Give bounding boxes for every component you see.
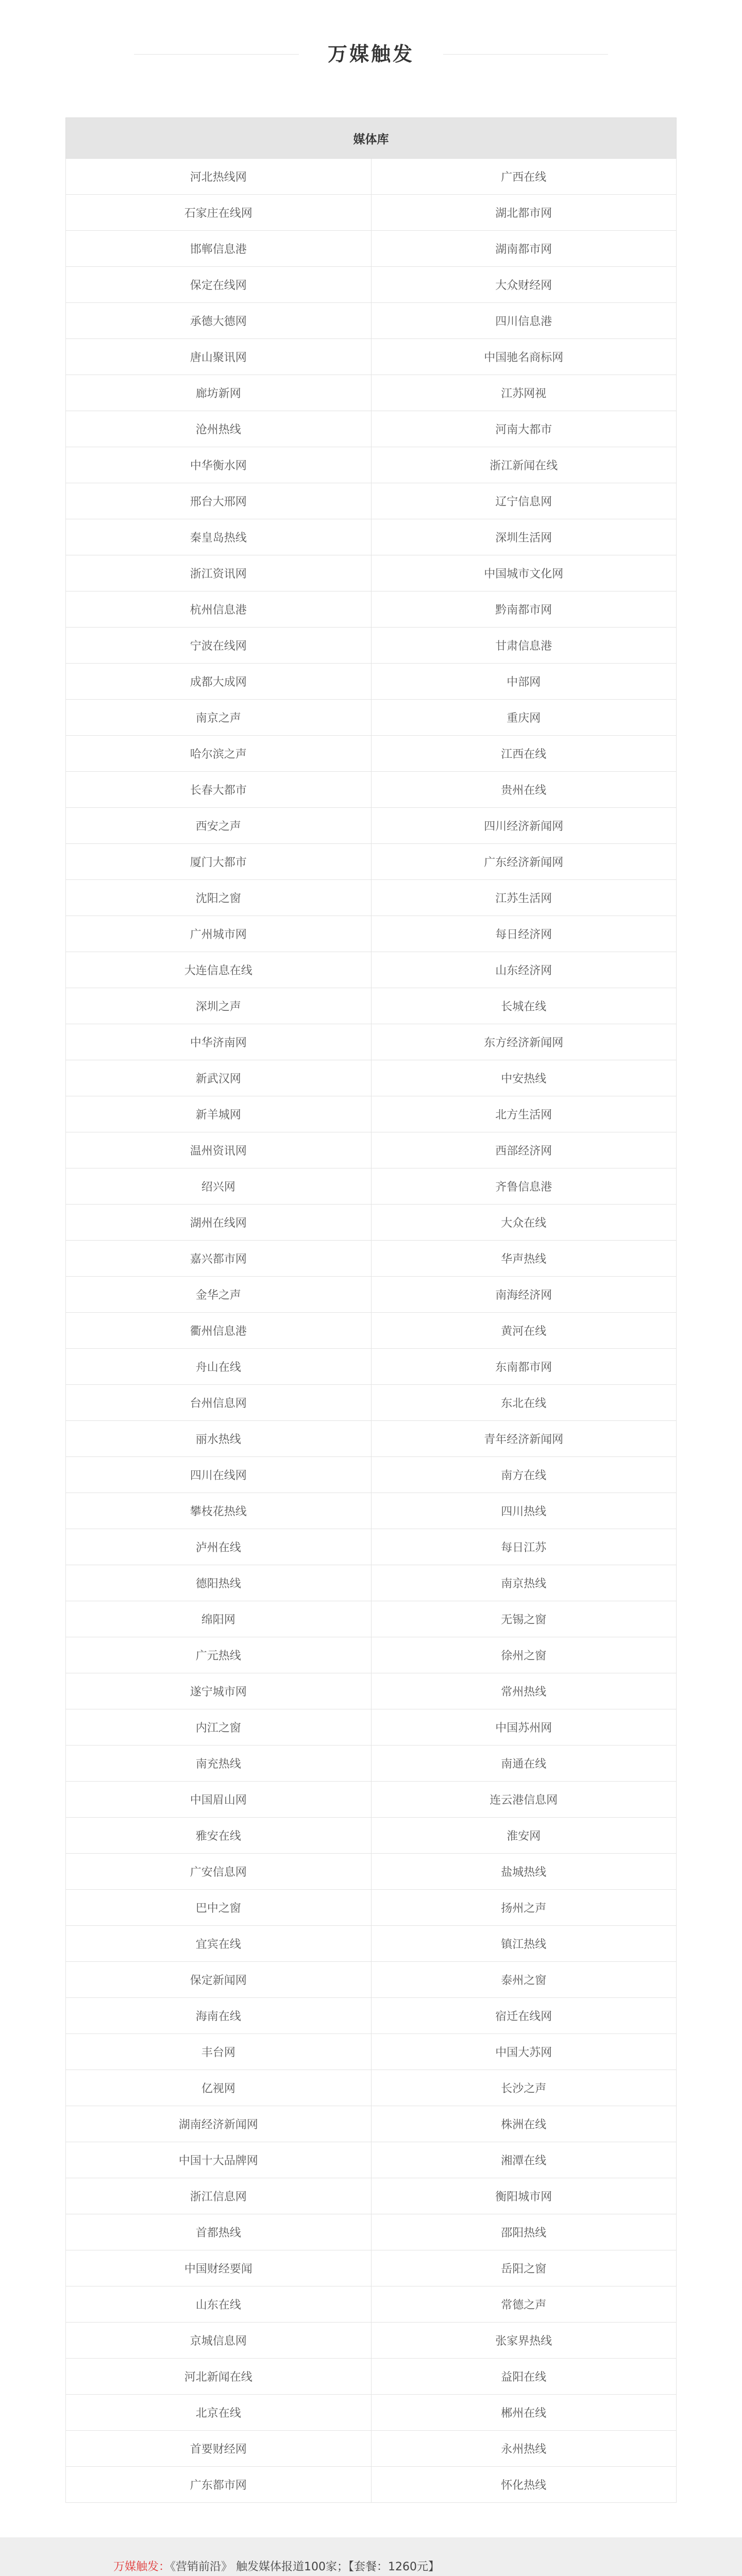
- media-name-right: 齐鲁信息港: [371, 1168, 677, 1205]
- media-name-right: 西部经济网: [371, 1132, 677, 1168]
- media-name-left: 石家庄在线网: [66, 195, 372, 231]
- table-row: [66, 2431, 677, 2467]
- table-row: [66, 1457, 677, 1493]
- media-name-left: 中华济南网: [66, 1024, 372, 1060]
- media-name-right: 中国苏州网: [371, 1709, 677, 1745]
- media-name-left: 广元热线: [66, 1637, 372, 1673]
- media-name-left: 河北热线网: [66, 159, 372, 195]
- media-name-right: 中国驰名商标网: [371, 339, 677, 375]
- media-name-left: 中国眉山网: [66, 1782, 372, 1818]
- media-name-left: 金华之声: [66, 1277, 372, 1313]
- media-name-right: 南方在线: [371, 1457, 677, 1493]
- media-name-left: 长春大都市: [66, 772, 372, 808]
- table-row: [66, 375, 677, 411]
- media-name-right: 盐城热线: [371, 1854, 677, 1890]
- media-name-left: 新羊城网: [66, 1096, 372, 1132]
- media-name-left: 广州城市网: [66, 916, 372, 952]
- table-row: [66, 159, 677, 195]
- media-name-left: 唐山聚讯网: [66, 339, 372, 375]
- media-name-left: 保定新闻网: [66, 1962, 372, 1998]
- media-name-left: 大连信息在线: [66, 952, 372, 988]
- table-row: [66, 844, 677, 880]
- media-name-right: 怀化热线: [371, 2467, 677, 2503]
- table-row: [66, 700, 677, 736]
- media-name-right: 青年经济新闻网: [371, 1421, 677, 1457]
- media-name-right: 长城在线: [371, 988, 677, 1024]
- media-name-left: 浙江信息网: [66, 2178, 372, 2214]
- table-row: [66, 1241, 677, 1277]
- media-name-left: 北京在线: [66, 2395, 372, 2431]
- table-row: [66, 628, 677, 664]
- media-name-right: 大众在线: [371, 1205, 677, 1241]
- media-name-left: 河北新闻在线: [66, 2359, 372, 2395]
- media-name-left: 山东在线: [66, 2286, 372, 2323]
- media-name-left: 台州信息网: [66, 1385, 372, 1421]
- table-row: [66, 1060, 677, 1096]
- media-name-left: 内江之窗: [66, 1709, 372, 1745]
- media-name-left: 邢台大邢网: [66, 483, 372, 519]
- media-name-left: 遂宁城市网: [66, 1673, 372, 1709]
- media-name-right: 四川经济新闻网: [371, 808, 677, 844]
- media-name-right: 永州热线: [371, 2431, 677, 2467]
- table-row: [66, 1168, 677, 1205]
- media-name-left: 绵阳网: [66, 1601, 372, 1637]
- media-name-left: 秦皇岛热线: [66, 519, 372, 555]
- media-section-heading: 万媒触发: [327, 42, 414, 65]
- media-name-left: 京城信息网: [66, 2323, 372, 2359]
- media-name-left: 嘉兴都市网: [66, 1241, 372, 1277]
- media-name-right: 长沙之声: [371, 2070, 677, 2106]
- title-divider-right: [443, 54, 608, 55]
- media-name-left: 邯郸信息港: [66, 231, 372, 267]
- media-name-right: 江苏网视: [371, 375, 677, 411]
- media-name-left: 首要财经网: [66, 2431, 372, 2467]
- media-name-left: 泸州在线: [66, 1529, 372, 1565]
- note-line-package: [113, 2558, 440, 2574]
- media-name-right: 淮安网: [371, 1818, 677, 1854]
- media-name-right: 四川信息港: [371, 303, 677, 339]
- table-row: [66, 2250, 677, 2286]
- table-row: [66, 231, 677, 267]
- media-name-left: 深圳之声: [66, 988, 372, 1024]
- note-package-text: 《营销前沿》 触发媒体报道100家；【套餐：1260元】: [170, 2561, 440, 2573]
- media-name-left: 杭州信息港: [66, 591, 372, 628]
- table-row: [66, 447, 677, 483]
- table-row: [66, 808, 677, 844]
- media-name-right: 中部网: [371, 664, 677, 700]
- table-row: [66, 1818, 677, 1854]
- media-name-right: 邵阳热线: [371, 2214, 677, 2250]
- media-name-right: 山东经济网: [371, 952, 677, 988]
- table-row: [66, 1385, 677, 1421]
- table-row: [66, 2034, 677, 2070]
- table-row: [66, 1782, 677, 1818]
- media-name-left: 广东都市网: [66, 2467, 372, 2503]
- table-row: [66, 952, 677, 988]
- media-name-right: 每日经济网: [371, 916, 677, 952]
- media-name-left: 南京之声: [66, 700, 372, 736]
- media-name-right: 常德之声: [371, 2286, 677, 2323]
- table-row: [66, 2467, 677, 2503]
- media-name-left: 四川在线网: [66, 1457, 372, 1493]
- table-row: [66, 1277, 677, 1313]
- table-row: [66, 1998, 677, 2034]
- media-name-left: 成都大成网: [66, 664, 372, 700]
- media-name-left: 丽水热线: [66, 1421, 372, 1457]
- table-row: [66, 2178, 677, 2214]
- table-row: [66, 195, 677, 231]
- media-name-right: 无锡之窗: [371, 1601, 677, 1637]
- media-name-right: 湘潭在线: [371, 2142, 677, 2178]
- media-name-right: 宿迁在线网: [371, 1998, 677, 2034]
- media-name-right: 东南都市网: [371, 1349, 677, 1385]
- media-name-right: 东北在线: [371, 1385, 677, 1421]
- media-name-left: 海南在线: [66, 1998, 372, 2034]
- table-row: [66, 1854, 677, 1890]
- table-row: [66, 1673, 677, 1709]
- media-name-right: 连云港信息网: [371, 1782, 677, 1818]
- media-name-left: 新武汉网: [66, 1060, 372, 1096]
- media-name-right: 常州热线: [371, 1673, 677, 1709]
- title-divider-left: [134, 54, 299, 55]
- media-name-left: 承德大德网: [66, 303, 372, 339]
- table-row: [66, 591, 677, 628]
- table-row: [66, 2359, 677, 2395]
- table-row: [66, 2070, 677, 2106]
- media-name-right: 衡阳城市网: [371, 2178, 677, 2214]
- media-name-right: 南海经济网: [371, 1277, 677, 1313]
- table-row: [66, 519, 677, 555]
- media-name-left: 首都热线: [66, 2214, 372, 2250]
- media-name-right: 镇江热线: [371, 1926, 677, 1962]
- table-row: [66, 1565, 677, 1601]
- media-name-right: 益阳在线: [371, 2359, 677, 2395]
- media-name-left: 德阳热线: [66, 1565, 372, 1601]
- table-row: [66, 880, 677, 916]
- media-name-right: 中国大苏网: [371, 2034, 677, 2070]
- media-name-right: 郴州在线: [371, 2395, 677, 2431]
- media-name-left: 广安信息网: [66, 1854, 372, 1890]
- media-name-left: 中国财经要闻: [66, 2250, 372, 2286]
- media-name-right: 江苏生活网: [371, 880, 677, 916]
- table-row: [66, 736, 677, 772]
- media-name-right: 黔南都市网: [371, 591, 677, 628]
- media-name-left: 雅安在线: [66, 1818, 372, 1854]
- media-name-right: 株洲在线: [371, 2106, 677, 2142]
- media-name-right: 北方生活网: [371, 1096, 677, 1132]
- media-name-right: 南京热线: [371, 1565, 677, 1601]
- table-row: [66, 1132, 677, 1168]
- media-name-left: 亿视网: [66, 2070, 372, 2106]
- media-name-right: 泰州之窗: [371, 1962, 677, 1998]
- table-row: [66, 988, 677, 1024]
- table-row: [66, 483, 677, 519]
- table-row: [66, 2395, 677, 2431]
- media-name-left: 廊坊新网: [66, 375, 372, 411]
- media-name-right: 深圳生活网: [371, 519, 677, 555]
- media-name-left: 绍兴网: [66, 1168, 372, 1205]
- media-name-left: 温州资讯网: [66, 1132, 372, 1168]
- media-name-right: 南通在线: [371, 1745, 677, 1782]
- media-name-right: 浙江新闻在线: [371, 447, 677, 483]
- table-row: [66, 339, 677, 375]
- media-name-right: 徐州之窗: [371, 1637, 677, 1673]
- media-name-right: 湖北都市网: [371, 195, 677, 231]
- media-name-left: 厦门大都市: [66, 844, 372, 880]
- media-name-left: 衢州信息港: [66, 1313, 372, 1349]
- table-row: [66, 2106, 677, 2142]
- table-row: [66, 1962, 677, 1998]
- media-name-left: 沧州热线: [66, 411, 372, 447]
- table-row: [66, 1709, 677, 1745]
- table-row: [66, 267, 677, 303]
- table-row: [66, 1421, 677, 1457]
- media-name-right: 辽宁信息网: [371, 483, 677, 519]
- media-name-left: 西安之声: [66, 808, 372, 844]
- media-name-right: 中安热线: [371, 1060, 677, 1096]
- table-row: [66, 1890, 677, 1926]
- table-row: [66, 2142, 677, 2178]
- table-row: [66, 2323, 677, 2359]
- note-highlight: 万媒触发：: [113, 2561, 171, 2573]
- media-name-right: 甘肃信息港: [371, 628, 677, 664]
- media-name-left: 宜宾在线: [66, 1926, 372, 1962]
- media-name-left: 攀枝花热线: [66, 1493, 372, 1529]
- table-row: [66, 2286, 677, 2323]
- media-name-left: 保定在线网: [66, 267, 372, 303]
- media-name-right: 每日江苏: [371, 1529, 677, 1565]
- table-row: [66, 2214, 677, 2250]
- media-name-left: 沈阳之窗: [66, 880, 372, 916]
- table-row: [66, 1024, 677, 1060]
- table-row: [66, 664, 677, 700]
- media-name-left: 丰台网: [66, 2034, 372, 2070]
- media-section-title: [0, 36, 742, 72]
- table-row: [66, 916, 677, 952]
- media-name-left: 宁波在线网: [66, 628, 372, 664]
- media-name-right: 张家界热线: [371, 2323, 677, 2359]
- table-row: [66, 303, 677, 339]
- media-name-right: 湖南都市网: [371, 231, 677, 267]
- table-header-row: [66, 118, 677, 159]
- package-note: [0, 2537, 742, 2576]
- media-name-right: 黄河在线: [371, 1313, 677, 1349]
- table-row: [66, 1926, 677, 1962]
- media-name-right: 岳阳之窗: [371, 2250, 677, 2286]
- media-name-right: 河南大都市: [371, 411, 677, 447]
- media-name-right: 广西在线: [371, 159, 677, 195]
- media-name-right: 广东经济新闻网: [371, 844, 677, 880]
- table-header: 媒体库: [66, 118, 677, 159]
- table-row: [66, 555, 677, 591]
- media-name-left: 哈尔滨之声: [66, 736, 372, 772]
- table-row: [66, 1529, 677, 1565]
- media-name-right: 扬州之声: [371, 1890, 677, 1926]
- media-name-left: 湖南经济新闻网: [66, 2106, 372, 2142]
- media-name-right: 江西在线: [371, 736, 677, 772]
- table-row: [66, 1493, 677, 1529]
- table-row: [66, 1313, 677, 1349]
- media-name-right: 华声热线: [371, 1241, 677, 1277]
- table-row: [66, 1096, 677, 1132]
- media-name-left: 南充热线: [66, 1745, 372, 1782]
- table-row: [66, 411, 677, 447]
- media-name-left: 中华衡水网: [66, 447, 372, 483]
- table-row: [66, 772, 677, 808]
- media-name-right: 重庆网: [371, 700, 677, 736]
- table-row: [66, 1349, 677, 1385]
- media-library-table: [65, 117, 677, 2503]
- media-name-right: 东方经济新闻网: [371, 1024, 677, 1060]
- media-name-right: 大众财经网: [371, 267, 677, 303]
- media-name-right: 四川热线: [371, 1493, 677, 1529]
- table-row: [66, 1601, 677, 1637]
- table-row: [66, 1637, 677, 1673]
- media-name-left: 舟山在线: [66, 1349, 372, 1385]
- media-name-left: 浙江资讯网: [66, 555, 372, 591]
- media-name-right: 贵州在线: [371, 772, 677, 808]
- media-name-left: 巴中之窗: [66, 1890, 372, 1926]
- media-name-left: 湖州在线网: [66, 1205, 372, 1241]
- media-name-left: 中国十大品牌网: [66, 2142, 372, 2178]
- table-row: [66, 1745, 677, 1782]
- table-row: [66, 1205, 677, 1241]
- media-name-right: 中国城市文化网: [371, 555, 677, 591]
